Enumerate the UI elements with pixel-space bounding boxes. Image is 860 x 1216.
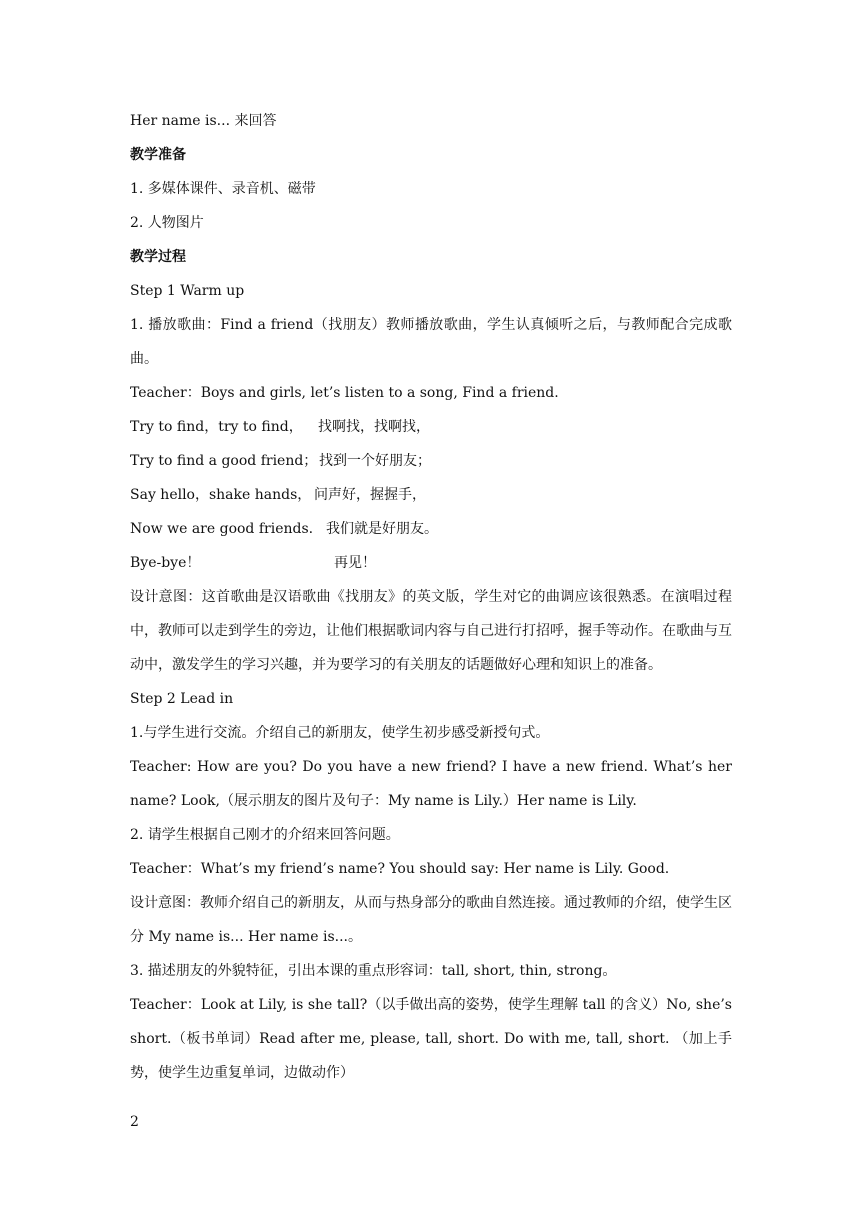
teacher-line: Teacher：Look at Lily, is she tall?（以手做出高的姿势，使学生理解 tall 的含义）No, she’s short.（板书单词）Read after me, please, tall, short. Do with me, tall, short. （加上手势，使学生边重复单词，边做动作） <box>130 997 732 1081</box>
step-heading: Step 2 Lead in <box>130 691 234 707</box>
list-item: 3. 描述朋友的外貌特征，引出本课的重点形容词：tall, short, thin, strong。 <box>130 963 617 979</box>
song-chinese: 问声好，握握手， <box>314 487 426 503</box>
list-item: 2. 请学生根据自己刚才的介绍来回答问题。 <box>130 827 400 843</box>
song-chinese: 我们就是好朋友。 <box>326 521 438 537</box>
song-chinese: 找到一个好朋友； <box>319 453 431 469</box>
text-line: Her name is... 来回答 <box>130 113 277 129</box>
song-line <box>130 410 732 444</box>
song-english: Try to find，try to find， <box>130 419 303 435</box>
song-chinese: 找啊找，找啊找， <box>318 419 430 435</box>
song-english: Try to find a good friend； <box>130 453 318 469</box>
list-item: 1.与学生进行交流。介绍自己的新朋友，使学生初步感受新授句式。 <box>130 725 550 741</box>
song-line <box>130 512 732 546</box>
song-english: Bye-bye！ <box>130 555 201 571</box>
list-item: 1. 多媒体课件、录音机、磁带 <box>130 181 316 197</box>
song-line <box>130 444 732 478</box>
design-intent-paragraph: 设计意图：这首歌曲是汉语歌曲《找朋友》的英文版，学生对它的曲调应该很熟悉。在演唱过程中，教师可以走到学生的旁边，让他们根据歌词内容与自己进行打招呼，握手等动作。在歌曲与互动中，激发学生的学习兴趣，并为要学习的有关朋友的话题做好心理和知识上的准备。 <box>130 589 732 673</box>
song-line <box>130 546 732 580</box>
teacher-line: Teacher: How are you? Do you have a new friend? I have a new friend. What’s her name? Look,（展示朋友的图片及句子：My name is Lily.）Her name is Lily. <box>130 759 732 809</box>
document-page <box>130 104 732 1090</box>
section-heading-process: 教学过程 <box>130 249 186 265</box>
section-heading-preparation: 教学准备 <box>130 147 186 163</box>
song-chinese: 再见！ <box>334 555 376 571</box>
design-intent-paragraph: 设计意图：教师介绍自己的新朋友，从而与热身部分的歌曲自然连接。通过教师的介绍，使学生区分 My name is... Her name is...。 <box>130 895 732 945</box>
list-item: 2. 人物图片 <box>130 215 204 231</box>
song-english: Say hello，shake hands， <box>130 487 312 503</box>
step-heading: Step 1 Warm up <box>130 283 245 299</box>
teacher-line: Teacher：Boys and girls, let’s listen to a song, Find a friend. <box>130 385 559 401</box>
page-number: 2 <box>130 1114 139 1130</box>
song-english: Now we are good friends. <box>130 521 314 537</box>
teacher-line: Teacher：What’s my friend’s name? You should say: Her name is Lily. Good. <box>130 861 670 877</box>
list-item: 1. 播放歌曲：Find a friend（找朋友）教师播放歌曲，学生认真倾听之后，与教师配合完成歌曲。 <box>130 317 732 367</box>
song-line <box>130 478 732 512</box>
